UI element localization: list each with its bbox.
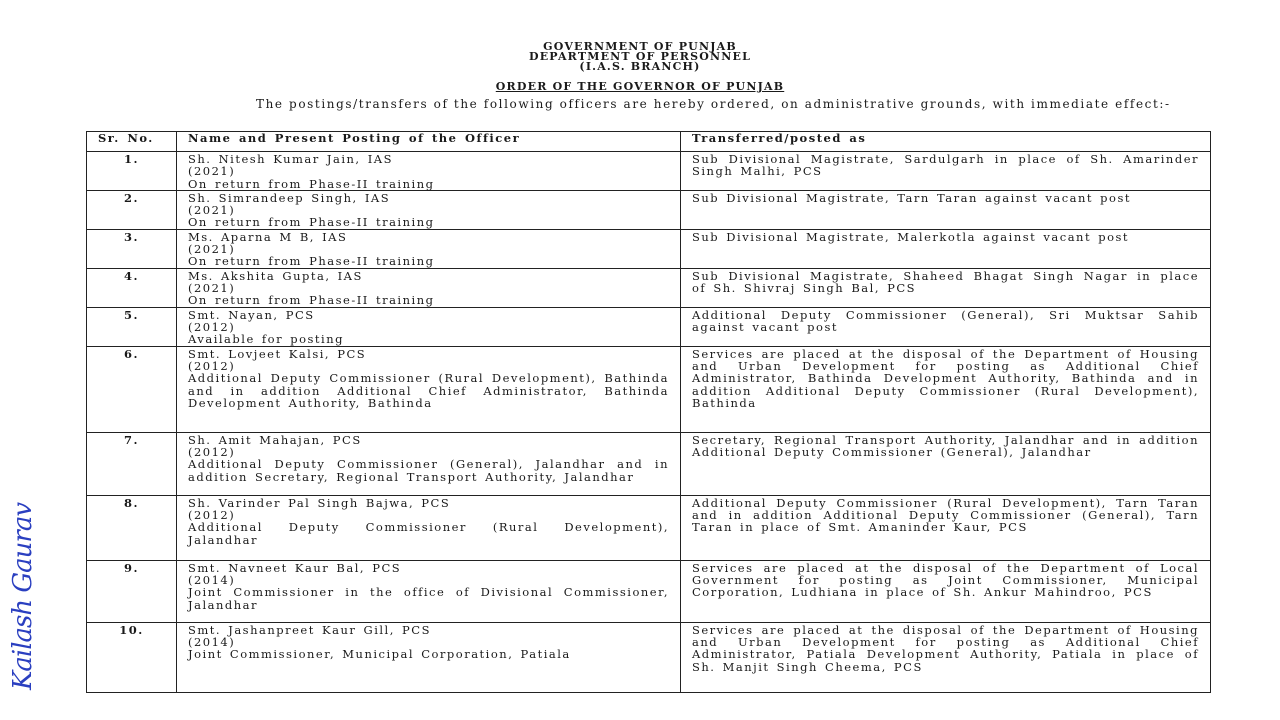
order-title: ORDER OF THE GOVERNOR OF PUNJAB [495,80,785,93]
officer-cell [177,622,681,692]
serial-number: 2. [87,190,177,229]
present-posting: Available for posting [188,332,344,347]
officer-name: Smt. Jashanpreet Kaur Gill, PCS [188,622,431,637]
serial-number: 5. [87,307,177,346]
officer-batch-year: (2014) [188,572,236,587]
officer-batch-year: (2021) [188,164,236,179]
table-row [87,346,1211,432]
col-header-posted: Transferred/posted as [681,132,1211,152]
officer-batch-year: (2021) [188,203,236,218]
serial-number: 4. [87,268,177,307]
col-header-sr: Sr. No. [87,132,177,152]
table-row [87,152,1211,191]
officer-cell [177,152,681,191]
table-row [87,432,1211,495]
present-posting: Additional Deputy Commissioner (Rural Development), Bathinda and in addition Additional Chief Administrator, Bathinda Development Authority, Bathinda [188,371,669,410]
transferred-posted-as: Additional Deputy Commissioner (Rural Development), Tarn Taran and in addition Additional Deputy Commissioner (General), Tarn Taran in place of Smt. Amaninder Kaur, PCS [681,495,1211,560]
table-row [87,495,1211,560]
present-posting: On return from Phase-II training [188,254,435,269]
officer-name: Sh. Nitesh Kumar Jain, IAS [188,152,393,166]
serial-number: 6. [87,346,177,432]
serial-number: 9. [87,560,177,622]
officer-batch-year: (2012) [188,444,236,459]
officer-name: Ms. Aparna M B, IAS [188,229,348,244]
transferred-posted-as: Additional Deputy Commissioner (General), Sri Muktsar Sahib against vacant post [681,307,1211,346]
officer-name: Ms. Akshita Gupta, IAS [188,268,363,283]
transferred-posted-as: Services are placed at the disposal of the Department of Local Government for posting as Joint Commissioner, Municipal Corporation, Ludhiana in place of Sh. Ankur Mahindroo, PCS [681,560,1211,622]
officer-name: Sh. Varinder Pal Singh Bajwa, PCS [188,495,451,510]
transferred-posted-as: Services are placed at the disposal of the Department of Housing and Urban Development for posting as Additional Chief Administrator, Patiala Development Authority, Patiala in place of Sh. Manjit Singh Cheema, PCS [681,622,1211,692]
serial-number: 1. [87,152,177,191]
officer-cell [177,190,681,229]
transferred-posted-as: Sub Divisional Magistrate, Shaheed Bhagat Singh Nagar in place of Sh. Shivraj Singh Bal, PCS [681,268,1211,307]
officer-name: Smt. Navneet Kaur Bal, PCS [188,560,402,575]
table-row [87,560,1211,622]
header-department: DEPARTMENT OF PERSONNEL [528,50,752,63]
officer-name: Sh. Amit Mahajan, PCS [188,432,362,447]
transferred-posted-as: Sub Divisional Magistrate, Sardulgarh in place of Sh. Amarinder Singh Malhi, PCS [681,152,1211,191]
col-header-name: Name and Present Posting of the Officer [177,132,681,152]
present-posting: On return from Phase-II training [188,215,435,230]
signature: Kailash Gaurav [8,502,38,690]
header-government: GOVERNMENT OF PUNJAB [543,40,737,53]
officer-name: Smt. Lovjeet Kalsi, PCS [188,346,367,361]
present-posting: On return from Phase-II training [188,176,435,191]
header-branch: (I.A.S. BRANCH) [579,60,701,73]
present-posting: Additional Deputy Commissioner (General), Jalandhar and in addition Secretary, Regional Transport Authority, Jalandhar [188,457,669,484]
officer-cell [177,307,681,346]
officer-cell [177,268,681,307]
officer-cell [177,432,681,495]
officer-batch-year: (2012) [188,507,236,522]
table-row [87,268,1211,307]
transferred-posted-as: Secretary, Regional Transport Authority, Jalandhar and in addition Additional Deputy Commissioner (General), Jalandhar [681,432,1211,495]
table-row [87,229,1211,268]
table-row [87,190,1211,229]
officer-batch-year: (2012) [188,319,236,334]
officer-name: Smt. Nayan, PCS [188,307,315,322]
serial-number: 8. [87,495,177,560]
table-header-row [87,132,1211,152]
present-posting: On return from Phase-II training [188,293,435,308]
officer-batch-year: (2014) [188,634,236,649]
officer-cell [177,229,681,268]
officer-name: Sh. Simrandeep Singh, IAS [188,190,391,205]
intro-paragraph: The postings/transfers of the following officers are hereby ordered, on administrative grounds, with immediate effect:- [256,97,1171,111]
serial-number: 3. [87,229,177,268]
officer-cell [177,560,681,622]
officer-batch-year: (2012) [188,358,236,373]
present-posting: Additional Deputy Commissioner (Rural Development), Jalandhar [188,520,669,547]
transferred-posted-as: Sub Divisional Magistrate, Tarn Taran against vacant post [681,190,1211,229]
officer-cell [177,495,681,560]
postings-table [86,131,1211,693]
present-posting: Joint Commissioner in the office of Divisional Commissioner, Jalandhar [188,585,669,612]
present-posting: Joint Commissioner, Municipal Corporation, Patiala [188,647,571,662]
officer-batch-year: (2021) [188,280,236,295]
table-row [87,307,1211,346]
serial-number: 7. [87,432,177,495]
serial-number: 10. [87,622,177,692]
officer-cell [177,346,681,432]
transferred-posted-as: Sub Divisional Magistrate, Malerkotla against vacant post [681,229,1211,268]
officer-batch-year: (2021) [188,242,236,257]
transferred-posted-as: Services are placed at the disposal of the Department of Housing and Urban Development for posting as Additional Chief Administrator, Bathinda Development Authority, Bathinda and in addition Additional Deputy Commissioner (Rural Development), Bathinda [681,346,1211,432]
table-row [87,622,1211,692]
